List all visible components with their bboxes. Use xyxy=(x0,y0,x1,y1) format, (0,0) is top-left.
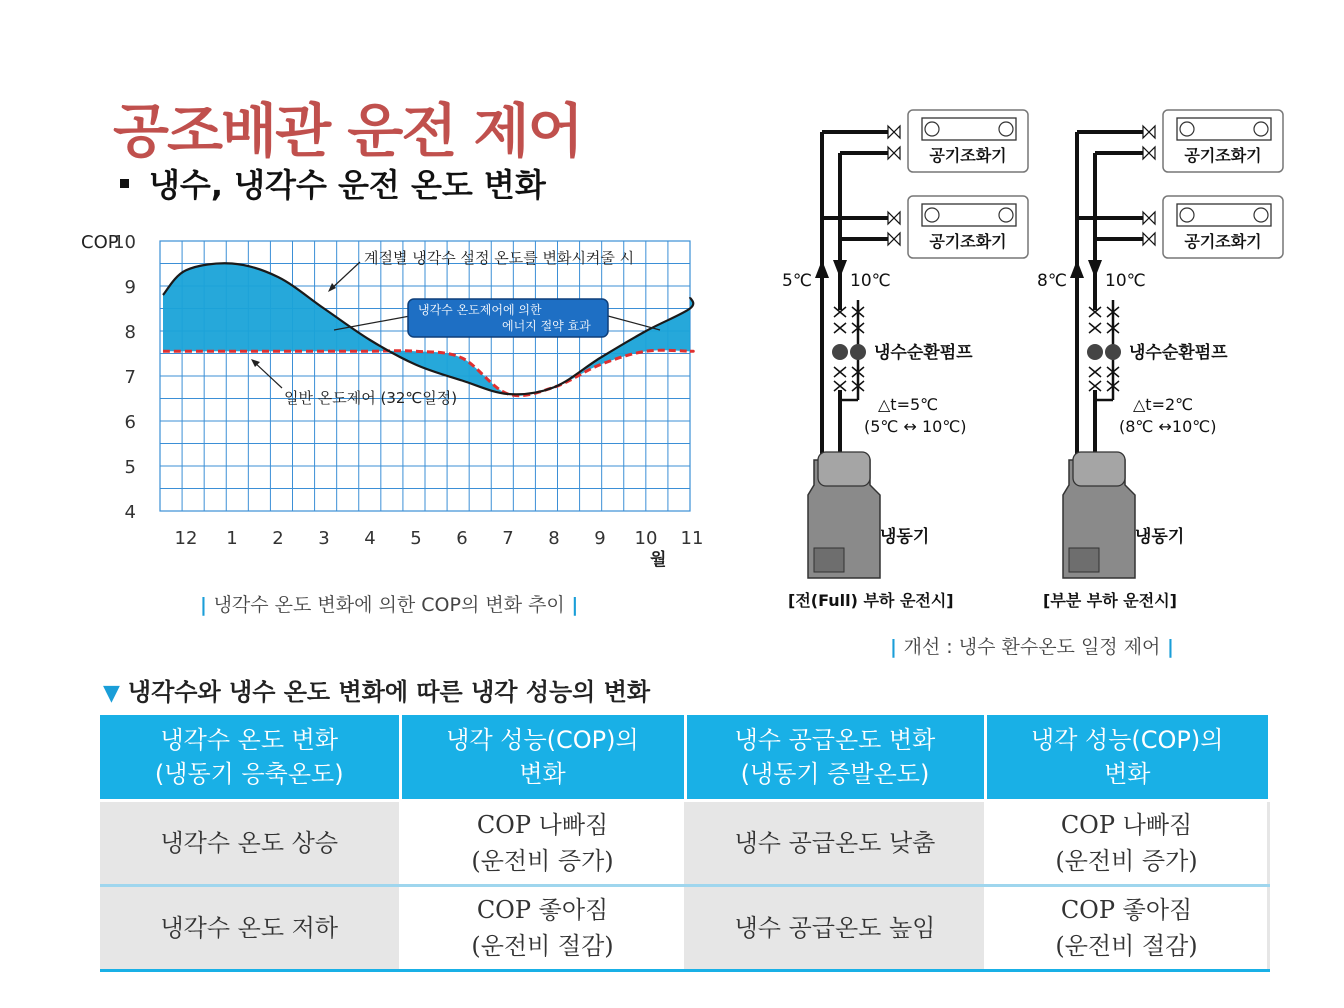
valve-icon xyxy=(1143,233,1155,245)
full-load-diagram xyxy=(782,110,1028,610)
chiller-panel xyxy=(814,548,844,572)
delta-t-label: △t=5℃ xyxy=(878,395,939,414)
valve-icon xyxy=(834,381,846,391)
y-axis-label: COP xyxy=(81,232,119,253)
table-row xyxy=(100,886,1268,971)
delta-t-label: △t=2℃ xyxy=(1133,395,1194,414)
x-tick-label: 6 xyxy=(456,528,468,549)
header-line: (냉동기 응축온도) xyxy=(154,760,344,788)
load-caption: [전(Full) 부하 운전시] xyxy=(788,591,954,610)
y-tick-label: 7 xyxy=(124,367,136,388)
cell-line: COP 좋아짐 xyxy=(1060,896,1193,924)
callout-line-2: 에너지 절약 효과 xyxy=(502,319,591,333)
valve-icon xyxy=(834,367,846,377)
valve-icon xyxy=(1089,381,1101,391)
cell-line: (운전비 절감) xyxy=(1055,932,1198,960)
cell-line: (운전비 절감) xyxy=(471,932,614,960)
temp-range-label: (5℃ ↔ 10℃) xyxy=(864,417,967,436)
callout-line-1: 냉각수 온도제어에 의한 xyxy=(418,303,542,317)
y-tick-label: 8 xyxy=(124,322,136,343)
below-area xyxy=(163,350,693,511)
section-title xyxy=(103,672,650,707)
table-cell: 냉수 공급온도 높임 xyxy=(685,886,985,971)
pump-icon xyxy=(1105,344,1121,360)
table-cell: 냉각수 온도 저하 xyxy=(100,886,400,971)
pump-icon xyxy=(1087,344,1103,360)
table-header-cell xyxy=(100,715,400,801)
normal-annotation: 일반 온도제어 (32℃일정) xyxy=(284,389,458,407)
arrow-up-icon xyxy=(1070,260,1084,278)
chiller-panel xyxy=(1069,548,1099,572)
x-tick-label: 8 xyxy=(548,528,560,549)
table-cell xyxy=(400,886,685,971)
table-cell xyxy=(985,886,1268,971)
valve-icon xyxy=(888,212,900,224)
x-tick-label: 4 xyxy=(364,528,376,549)
return-temp-label: 10℃ xyxy=(850,271,891,291)
valve-icon xyxy=(834,323,846,333)
chiller-compressor xyxy=(818,452,870,486)
cell-line: (운전비 증가) xyxy=(471,847,614,875)
valve-icon xyxy=(888,147,900,159)
pump-label: 냉수순환펌프 xyxy=(874,343,973,363)
return-temp-label: 10℃ xyxy=(1105,271,1146,291)
x-tick-label: 7 xyxy=(502,528,514,549)
air-handler-unit-icon xyxy=(1177,204,1271,226)
cell-line: COP 나빠짐 xyxy=(1060,811,1193,839)
bullet-text: 냉수, 냉각수 운전 온도 변화 xyxy=(149,166,546,204)
header-line: 냉각 성능(COP)의 xyxy=(1031,726,1224,754)
table-header-cell xyxy=(400,715,685,801)
valve-icon xyxy=(888,126,900,138)
y-tick-label: 5 xyxy=(124,457,136,478)
supply-temp-label: 5℃ xyxy=(782,271,812,291)
valve-icon xyxy=(1089,323,1101,333)
table-row xyxy=(100,801,1268,886)
caption-bar-right: | xyxy=(1160,636,1174,658)
valve-icon xyxy=(1143,212,1155,224)
x-tick-label: 12 xyxy=(174,528,198,549)
air-handler-unit-icon xyxy=(922,118,1016,140)
slide-title: 공조배관 운전 제어 xyxy=(113,97,582,165)
chart-caption xyxy=(200,590,578,617)
arrow-down-icon xyxy=(833,260,847,278)
header-line: (냉동기 증발온도) xyxy=(740,760,930,788)
arrow-up-icon xyxy=(815,260,829,278)
diagram-caption-text: 개선 : 냉수 환수온도 일정 제어 xyxy=(903,636,1161,658)
temp-range-label: (8℃ ↔10℃) xyxy=(1119,417,1217,436)
air-handler-unit-icon xyxy=(1177,118,1271,140)
table-cell xyxy=(400,801,685,886)
y-tick-label: 6 xyxy=(124,412,136,433)
x-tick-label: 11 xyxy=(680,528,704,549)
chiller-label: 냉동기 xyxy=(880,527,930,547)
header-line: 변화 xyxy=(519,760,566,788)
pump-icon xyxy=(832,344,848,360)
table-cell: 냉수 공급온도 낮춤 xyxy=(685,801,985,886)
cell-line: COP 나빠짐 xyxy=(476,811,609,839)
table-header-row xyxy=(100,715,1268,801)
table-header-cell xyxy=(985,715,1268,801)
table-header-cell xyxy=(685,715,985,801)
valve-icon xyxy=(1089,367,1101,377)
x-tick-label: 1 xyxy=(226,528,238,549)
y-tick-label: 9 xyxy=(124,277,136,298)
caption-bar-left: | xyxy=(200,594,214,616)
performance-table xyxy=(100,715,1270,972)
pump-icon xyxy=(850,344,866,360)
piping-diagram xyxy=(770,100,1300,620)
cop-chart xyxy=(70,220,710,580)
air-handler-label: 공기조화기 xyxy=(1184,232,1262,251)
x-tick-label: 9 xyxy=(594,528,606,549)
seasonal-annotation: 계절별 냉각수 설정 온도를 변화시켜줄 시 xyxy=(364,249,635,267)
bullet-heading xyxy=(120,160,546,206)
valve-icon xyxy=(888,233,900,245)
header-line: 냉각 성능(COP)의 xyxy=(446,726,639,754)
chart-caption-text: 냉각수 온도 변화에 의한 COP의 변화 추이 xyxy=(213,594,565,616)
load-caption: [부분 부하 운전시] xyxy=(1043,591,1177,610)
table-cell: 냉각수 온도 상승 xyxy=(100,801,400,886)
caption-bar-left: | xyxy=(890,636,904,658)
y-tick-label: 10 xyxy=(113,232,136,253)
y-tick-label: 4 xyxy=(124,502,136,523)
diagram-caption xyxy=(890,632,1174,659)
caption-bar-right: | xyxy=(564,594,579,616)
cell-line: (운전비 증가) xyxy=(1055,847,1198,875)
chiller-label: 냉동기 xyxy=(1135,527,1185,547)
x-tick-label: 5 xyxy=(410,528,422,549)
valve-icon xyxy=(1143,126,1155,138)
air-handler-label: 공기조화기 xyxy=(929,232,1007,251)
partial-load-diagram xyxy=(1037,110,1283,610)
cell-line: COP 좋아짐 xyxy=(476,896,609,924)
table-cell xyxy=(985,801,1268,886)
supply-temp-label: 8℃ xyxy=(1037,271,1067,291)
triangle-down-icon: ▼ xyxy=(103,681,120,706)
bullet-square-icon xyxy=(120,179,129,188)
header-line: 냉각수 온도 변화 xyxy=(160,726,339,754)
chiller-compressor xyxy=(1073,452,1125,486)
x-tick-label: 2 xyxy=(272,528,284,549)
arrow-down-icon xyxy=(1088,260,1102,278)
air-handler-unit-icon xyxy=(922,204,1016,226)
air-handler-label: 공기조화기 xyxy=(929,146,1007,165)
x-tick-label: 10 xyxy=(634,528,658,549)
pump-label: 냉수순환펌프 xyxy=(1129,343,1228,363)
header-line: 냉수 공급온도 변화 xyxy=(734,726,936,754)
valve-icon xyxy=(1143,147,1155,159)
air-handler-label: 공기조화기 xyxy=(1184,146,1262,165)
x-tick-label: 3 xyxy=(318,528,330,549)
section-title-text: 냉각수와 냉수 온도 변화에 따른 냉각 성능의 변화 xyxy=(127,678,651,706)
header-line: 변화 xyxy=(1104,760,1151,788)
x-axis-label: 월 xyxy=(650,550,667,570)
